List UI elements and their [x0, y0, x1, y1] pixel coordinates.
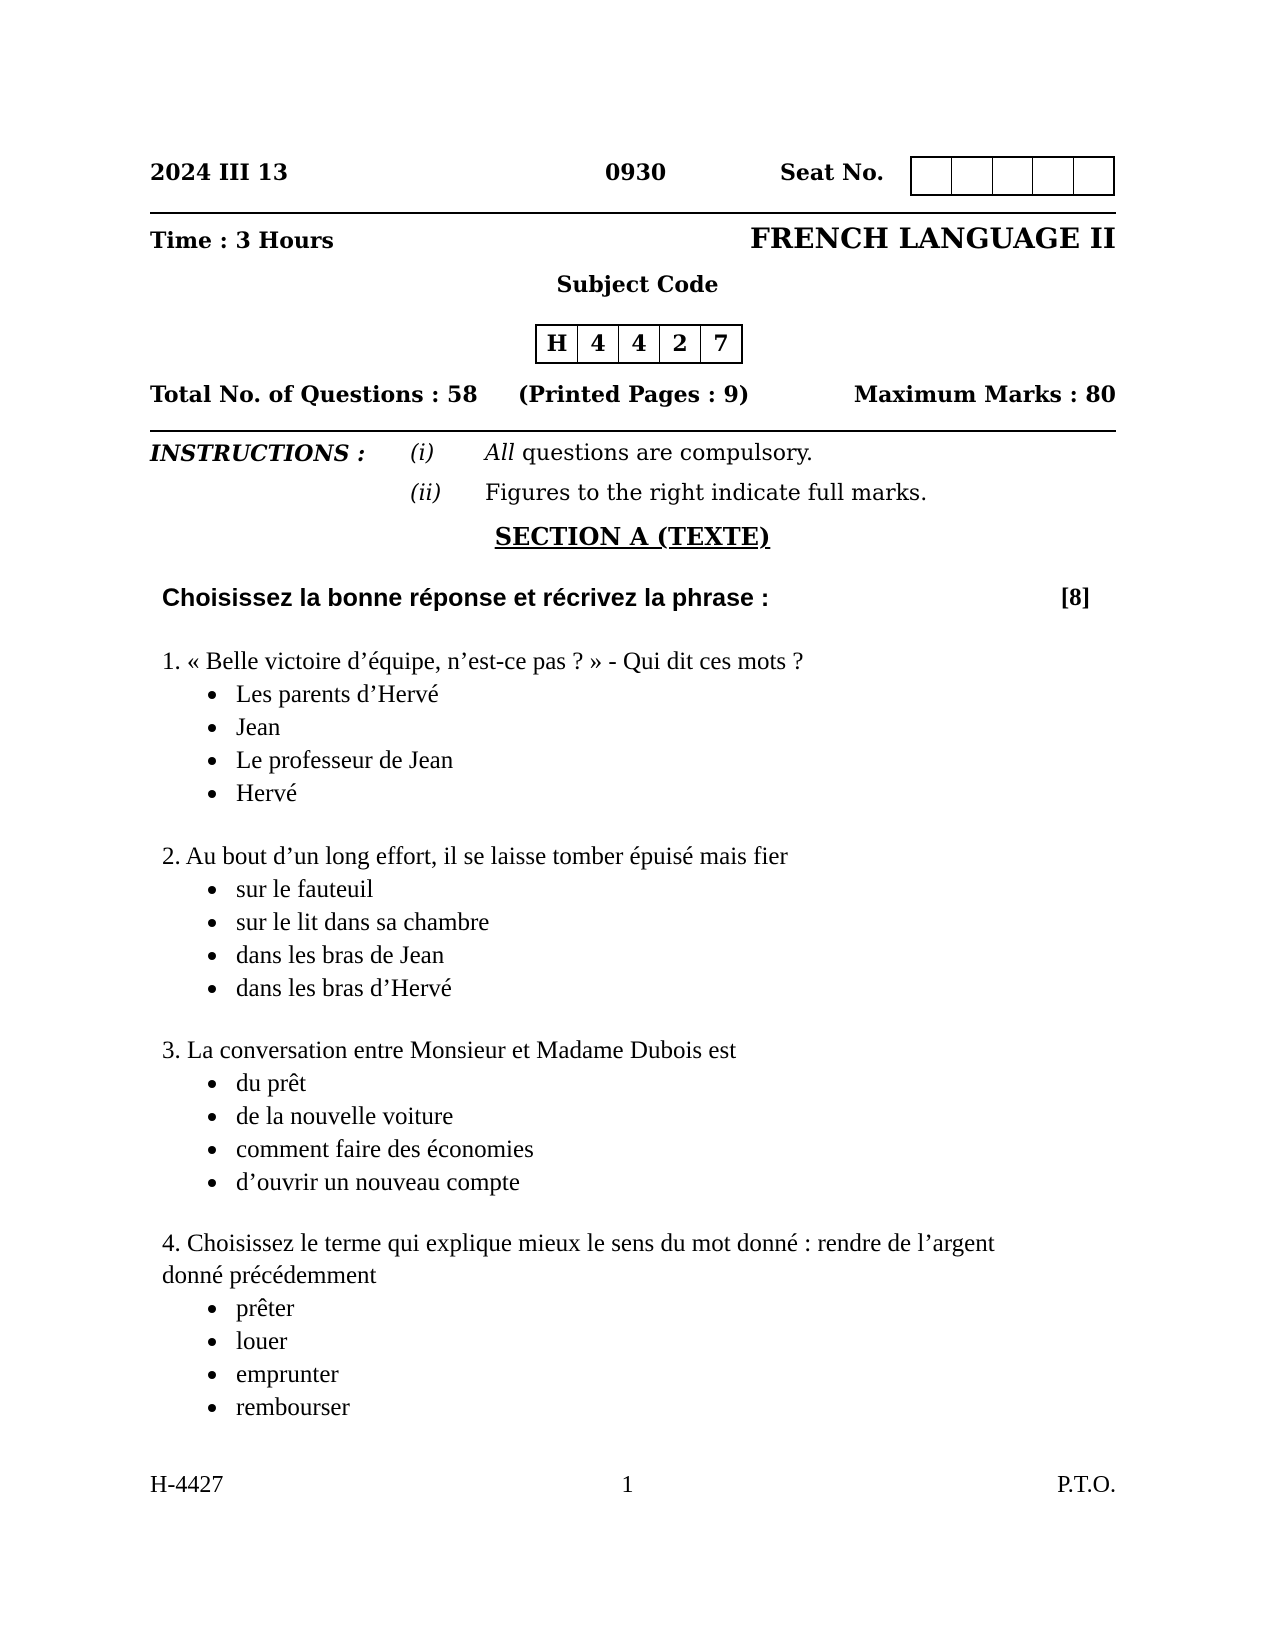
option-label: sur le fauteuil — [236, 876, 374, 903]
subject-code-char: 7 — [713, 331, 729, 357]
instruction-number: (ii) — [410, 481, 442, 506]
bullet-icon — [208, 1305, 216, 1313]
instruction-number: (i) — [410, 441, 435, 466]
bullet-icon — [208, 1146, 216, 1154]
bullet-icon — [208, 1179, 216, 1187]
instructions-label: INSTRUCTIONS : — [150, 441, 366, 467]
option-label: Le professeur de Jean — [236, 747, 454, 774]
option[interactable] — [162, 777, 803, 810]
printed-pages: (Printed Pages : 9) — [518, 382, 750, 408]
bullet-icon — [208, 1338, 216, 1346]
options-list — [162, 1067, 736, 1199]
option[interactable] — [162, 1067, 736, 1100]
seat-box[interactable] — [993, 158, 1033, 194]
bullet-icon — [208, 1404, 216, 1412]
question-prompt-continued: donné précédemment — [162, 1262, 377, 1289]
question-4 — [162, 1228, 995, 1424]
option[interactable] — [162, 1133, 736, 1166]
subject-code-char: 4 — [619, 326, 660, 362]
bullet-icon — [208, 790, 216, 798]
seat-number-label: Seat No. — [780, 160, 885, 186]
exam-time: Time : 3 Hours — [150, 228, 334, 254]
bullet-icon — [208, 691, 216, 699]
question-prompt: 1. « Belle victoire d’équipe, n’est-ce pas ? » - Qui dit ces mots ? — [162, 648, 804, 675]
option[interactable] — [162, 1358, 995, 1391]
question-prompt: 3. La conversation entre Monsieur et Madame Dubois est — [162, 1037, 737, 1064]
option[interactable] — [162, 906, 788, 939]
bullet-icon — [208, 724, 216, 732]
question-1 — [162, 645, 803, 810]
question-2 — [162, 840, 788, 1005]
bullet-icon — [208, 1080, 216, 1088]
divider-top — [150, 212, 1116, 214]
option-label: de la nouvelle voiture — [236, 1103, 454, 1130]
option[interactable] — [162, 744, 803, 777]
session-code: 0930 — [605, 160, 667, 186]
section-title: SECTION A (TEXTE) — [494, 522, 771, 551]
seat-box[interactable] — [952, 158, 992, 194]
subject-code-boxes — [535, 324, 743, 364]
option[interactable] — [162, 972, 788, 1005]
option[interactable] — [162, 1391, 995, 1424]
option-label: Hervé — [236, 780, 298, 807]
option[interactable] — [162, 678, 803, 711]
option-label: du prêt — [236, 1070, 307, 1097]
question-3 — [162, 1034, 736, 1199]
option-label: Les parents d’Hervé — [236, 681, 439, 708]
bullet-icon — [208, 985, 216, 993]
section-marks: [8] — [1060, 584, 1090, 611]
question-prompt: 4. Choisissez le terme qui explique mieux le sens du mot donné : rendre de l’argent — [162, 1230, 995, 1257]
option-label: prêter — [236, 1295, 295, 1322]
option-label: rembourser — [236, 1394, 350, 1421]
bullet-icon — [208, 1113, 216, 1121]
paper-code: H-4427 — [150, 1472, 224, 1498]
seat-number-boxes[interactable] — [910, 156, 1115, 196]
instruction-text — [485, 441, 813, 466]
instruction-body: questions are compulsory. — [521, 441, 814, 466]
bullet-icon — [208, 1371, 216, 1379]
exam-code: 2024 III 13 — [150, 160, 289, 186]
subject-code-char: 4 — [578, 326, 619, 362]
option[interactable] — [162, 711, 803, 744]
bullet-icon — [208, 919, 216, 927]
subject-code-char: 2 — [660, 326, 701, 362]
option[interactable] — [162, 1100, 736, 1133]
divider-bottom — [150, 430, 1116, 432]
option-label: comment faire des économies — [236, 1136, 534, 1163]
option-label: dans les bras de Jean — [236, 942, 445, 969]
bullet-icon — [208, 886, 216, 894]
seat-box[interactable] — [1074, 158, 1113, 194]
option[interactable] — [162, 1292, 995, 1325]
options-list — [162, 873, 788, 1005]
option-label: emprunter — [236, 1361, 339, 1388]
options-list — [162, 678, 803, 810]
subject-code-label: Subject Code — [556, 272, 719, 298]
option-label: d’ouvrir un nouveau compte — [236, 1169, 520, 1196]
page-number: 1 — [621, 1472, 634, 1498]
subject-code-char: H — [537, 326, 578, 362]
seat-box[interactable] — [1033, 158, 1073, 194]
total-questions: Total No. of Questions : 58 — [150, 382, 478, 408]
option-label: dans les bras d’Hervé — [236, 975, 452, 1002]
option[interactable] — [162, 1325, 995, 1358]
maximum-marks: Maximum Marks : 80 — [853, 382, 1116, 408]
section-directive: Choisissez la bonne réponse et récrivez la phrase : — [162, 584, 770, 612]
seat-box[interactable] — [912, 158, 952, 194]
option-label: louer — [236, 1328, 288, 1355]
options-list — [162, 1292, 995, 1424]
question-prompt: 2. Au bout d’un long effort, il se laisse tomber épuisé mais fier — [162, 843, 788, 870]
subject-title: FRENCH LANGUAGE II — [750, 222, 1116, 255]
option[interactable] — [162, 939, 788, 972]
option-label: Jean — [236, 714, 281, 741]
instruction-text: Figures to the right indicate full marks. — [485, 481, 928, 506]
pto-label: P.T.O. — [1057, 1472, 1116, 1498]
bullet-icon — [208, 757, 216, 765]
option[interactable] — [162, 873, 788, 906]
option[interactable] — [162, 1166, 736, 1199]
option-label: sur le lit dans sa chambre — [236, 909, 490, 936]
bullet-icon — [208, 952, 216, 960]
instruction-emphasis: All — [485, 441, 515, 466]
